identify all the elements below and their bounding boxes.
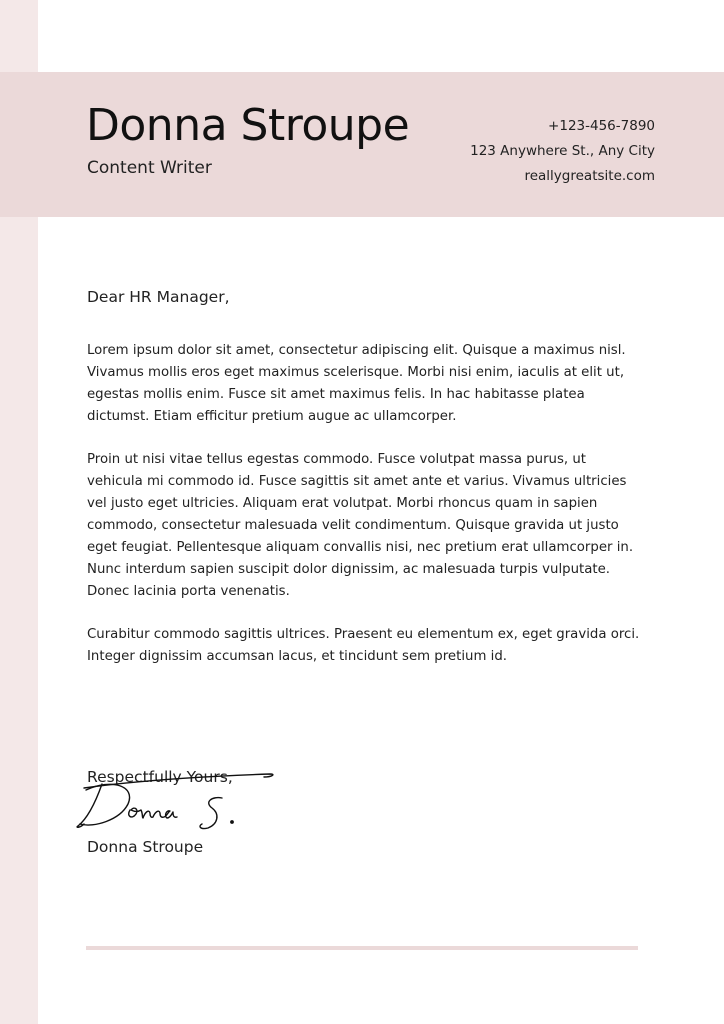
sender-role: Content Writer: [87, 158, 212, 178]
body-paragraph: Lorem ipsum dolor sit amet, consectetur adipiscing elit. Quisque a maximus nisl. Vivamus mollis eros eget maximus scelerisque. Morbi nisi enim, iaculis at elit ut, egestas mollis enim. Fusce sit amet maximus felis. In hac habitasse platea dictumst. Etiam efficitur pretium augue ac ullamcorper.: [87, 343, 626, 424]
body-paragraph: Curabitur commodo sagittis ultrices. Praesent eu elementum ex, eget gravida orci. Integer dignissim accumsan lacus, et tincidunt sem pretium id.: [87, 627, 640, 664]
phone-number: +123-456-7890: [548, 118, 655, 134]
address: 123 Anywhere St., Any City: [470, 143, 655, 159]
signer-name: Donna Stroupe: [87, 838, 204, 856]
greeting: Dear HR Manager,: [87, 288, 230, 306]
contact-block: [470, 114, 655, 189]
closing-line: Respectfully Yours,: [87, 768, 233, 786]
body-paragraph: Proin ut nisi vitae tellus egestas commodo. Fusce volutpat massa purus, ut vehicula mi commodo id. Fusce sagittis sit amet ante et varius. Vivamus ultricies vel justo eget ultricies. Aliquam erat volutpat. Morbi rhoncus quam in sapien commodo, consectetur malesuada velit condimentum. Quisque gravida ut justo eget feugiat. Pellentesque aliquam convallis nisi, nec pretium erat ullamcorper in. Nunc interdum sapien suscipit dolor dignissim, ac malesuada turpis vulputate. Donec lacinia porta venenatis.: [87, 452, 634, 599]
footer-divider: [86, 946, 638, 950]
handwritten-signature: [72, 766, 282, 836]
sender-name: Donna Stroupe: [86, 100, 410, 151]
website: reallygreatsite.com: [524, 168, 655, 184]
letter-body: [87, 340, 643, 689]
